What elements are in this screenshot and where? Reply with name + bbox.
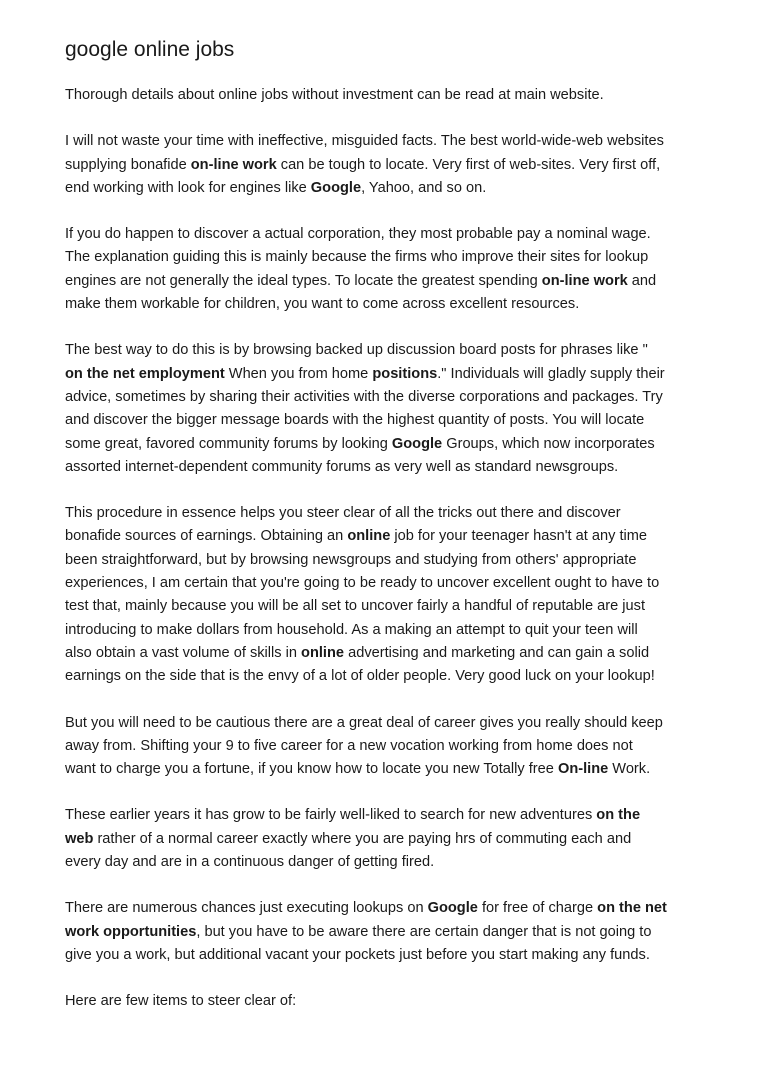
text-run: , but you have to be aware there are certain danger that is not going to [196, 923, 652, 940]
text-run: These earlier years it has grow to be fairly well-liked to search for new adventures [65, 807, 597, 824]
text-run: rather of a normal career exactly where you are paying hrs of commuting each and [93, 830, 632, 847]
bold-keyword: on the [596, 807, 641, 824]
text-run: advertising and marketing and can gain a solid [344, 644, 650, 661]
text-run: and discover the bigger message boards with the highest quantity of posts. You will locate [65, 412, 645, 429]
text-line [65, 735, 708, 758]
text-line [65, 828, 708, 851]
text-run: been straightforward, but by browsing newsgroups and studying from others' appropriate [65, 551, 637, 568]
paragraph [65, 990, 708, 1013]
text-line [65, 223, 708, 246]
text-line [65, 502, 708, 525]
bold-keyword: work opportunities [65, 923, 197, 940]
bold-keyword: on the net employment [65, 365, 225, 382]
text-run: ." Individuals will gladly supply their [437, 365, 665, 382]
text-run: give you a work, but additional vacant your pockets just before you start making any funds. [65, 946, 650, 963]
text-run: earnings on the side that is the envy of a lot of older people. Very good luck on your lookup! [65, 668, 655, 685]
text-line [65, 851, 708, 874]
paragraph [65, 130, 708, 200]
text-run: can be tough to locate. Very first of web-sites. Very first off, [276, 156, 661, 173]
text-line [65, 595, 708, 618]
text-run: There are numerous chances just executing lookups on [65, 900, 428, 917]
text-line [65, 177, 708, 200]
text-run: bonafide sources of earnings. Obtaining an [65, 528, 348, 545]
text-line [65, 84, 708, 107]
text-run: , Yahoo, and so on. [361, 179, 487, 196]
bold-keyword: Google [310, 179, 362, 196]
text-line [65, 433, 708, 456]
text-run: Thorough details about online jobs without investment can be read at main website. [65, 87, 604, 103]
text-line [65, 293, 708, 316]
text-line [65, 619, 708, 642]
text-line [65, 665, 708, 688]
paragraph [65, 897, 708, 967]
text-line [65, 572, 708, 595]
text-run: and [627, 272, 657, 289]
text-line [65, 758, 708, 781]
text-line [65, 921, 708, 944]
document-body [65, 84, 708, 1014]
text-line [65, 130, 708, 153]
text-run: advice, sometimes by sharing their activities with the diverse corporations and packages. Try [65, 388, 663, 405]
text-run: job for your teenager hasn't at any time [390, 528, 648, 545]
text-line [65, 897, 708, 920]
text-run: Work. [608, 761, 651, 778]
paragraph [65, 223, 708, 316]
text-line [65, 944, 708, 967]
text-line [65, 386, 708, 409]
text-run: want to charge you a fortune, if you know how to locate you new Totally free [65, 761, 558, 778]
paragraph [65, 712, 708, 782]
text-run: make them workable for children, you want to come across excellent resources. [65, 296, 580, 313]
bold-keyword: Google [391, 435, 443, 452]
text-run: assorted internet-dependent community forums as very well as standard newsgroups. [65, 458, 619, 475]
bold-keyword: on-line work [541, 272, 628, 289]
paragraph [65, 339, 708, 479]
text-run: supplying bonafide [65, 156, 191, 173]
bold-keyword: online [301, 644, 345, 661]
text-run: I will not waste your time with ineffective, misguided facts. The best world-wide-web websites [65, 133, 664, 150]
text-line [65, 804, 708, 827]
bold-keyword: positions [372, 365, 438, 382]
bold-keyword: online [347, 528, 391, 545]
text-line [65, 642, 708, 665]
text-line [65, 549, 708, 572]
text-run: introducing to make dollars from household. As a making an attempt to quit your teen will [65, 621, 638, 638]
text-run: end working with look for engines like [65, 179, 311, 196]
text-line [65, 154, 708, 177]
text-run: test that, mainly because you will be all set to uncover fairly a handful of reputable are just [65, 598, 646, 615]
text-line [65, 363, 708, 386]
text-run: If you do happen to discover a actual corporation, they most probable pay a nominal wage. [65, 226, 651, 243]
text-line [65, 339, 708, 362]
text-line [65, 409, 708, 432]
text-run: some great, favored community forums by looking [65, 435, 392, 452]
text-line [65, 525, 708, 548]
paragraph [65, 84, 708, 107]
document-title: google online jobs [65, 38, 235, 61]
text-run: When you from home [224, 365, 373, 382]
text-run: Here are few items to steer clear of: [65, 993, 297, 1010]
paragraph [65, 804, 708, 874]
text-run: experiences, I am certain that you're going to be ready to uncover excellent ought to have to [65, 575, 660, 592]
text-run: This procedure in essence helps you steer clear of all the tricks out there and discover [65, 505, 621, 522]
text-run: every day and are in a continuous danger of getting fired. [65, 854, 435, 871]
text-run: But you will need to be cautious there are a great deal of career gives you really should keep [65, 714, 663, 731]
text-line [65, 456, 708, 479]
text-run: for free of charge [477, 900, 598, 917]
bold-keyword: on-line work [190, 156, 277, 173]
text-run: away from. Shifting your 9 to five career for a new vocation working from home does not [65, 737, 633, 754]
text-line [65, 712, 708, 735]
bold-keyword: Google [427, 900, 478, 917]
text-run: The best way to do this is by browsing backed up discussion board posts for phrases like " [65, 342, 648, 359]
text-line [65, 246, 708, 269]
bold-keyword: On-line [557, 761, 609, 778]
paragraph [65, 502, 708, 688]
text-line [65, 270, 708, 293]
text-run: The explanation guiding this is mainly because the firms who improve their sites for lookup [65, 249, 649, 266]
text-run: Groups, which now incorporates [442, 435, 655, 452]
text-run: also obtain a vast volume of skills in [65, 644, 302, 661]
text-run: engines are not generally the ideal types. To locate the greatest spending [65, 272, 542, 289]
bold-keyword: web [65, 830, 94, 847]
bold-keyword: on the net [597, 900, 667, 917]
text-line [65, 990, 708, 1013]
